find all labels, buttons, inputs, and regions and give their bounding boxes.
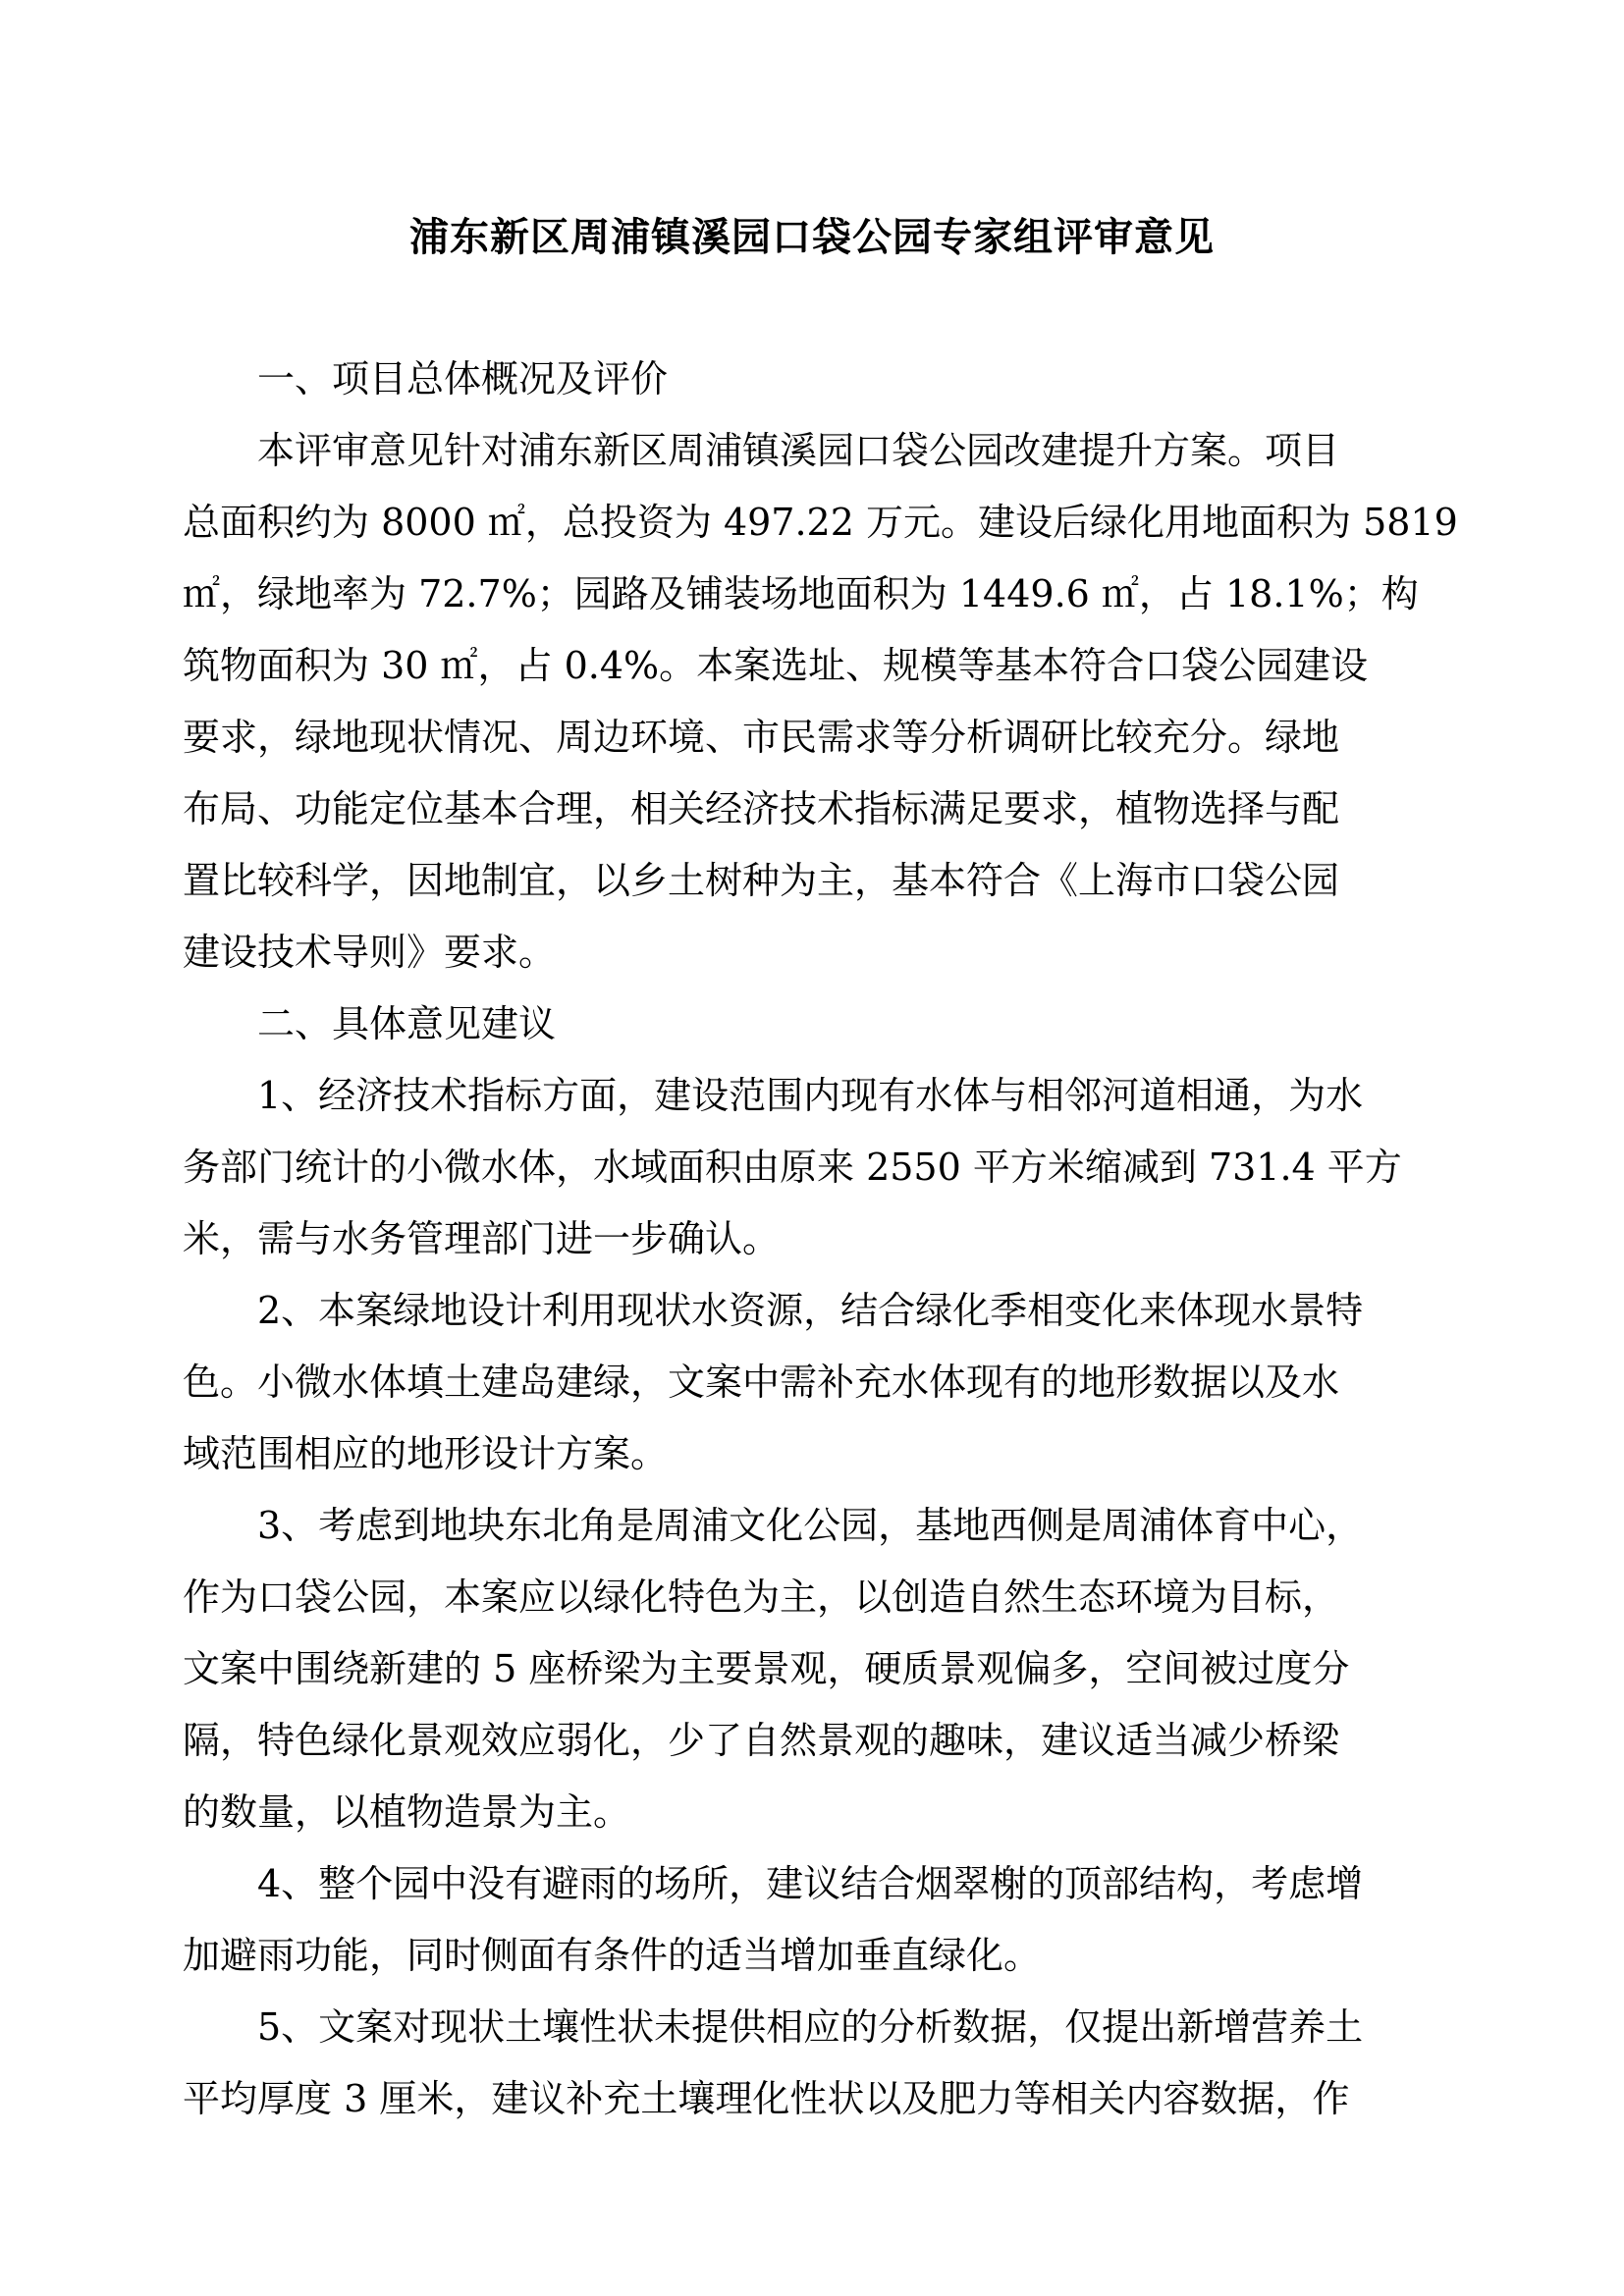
suggestion-item-2 <box>183 1275 1459 1490</box>
document-body <box>183 344 1459 2135</box>
section-heading-overview: 一、项目总体概况及评价 <box>257 357 669 400</box>
text-line: 域范围相应的地形设计方案。 <box>183 1432 669 1475</box>
text-line: 5、文案对现状土壤性状未提供相应的分析数据，仅提出新增营养土 <box>257 2005 1364 2049</box>
text-line: 隔，特色绿化景观效应弱化，少了自然景观的趣味，建议适当减少桥梁 <box>183 1719 1340 1762</box>
text-line: 置比较科学，因地制宜，以乡土树种为主，基本符合《上海市口袋公园 <box>183 859 1340 902</box>
text-line: 本评审意见针对浦东新区周浦镇溪园口袋公园改建提升方案。项目 <box>257 429 1340 472</box>
document-title: 浦东新区周浦镇溪园口袋公园专家组评审意见 <box>409 215 1215 260</box>
text-line: 色。小微水体填土建岛建绿，文案中需补充水体现有的地形数据以及水 <box>183 1361 1340 1404</box>
text-line: 加避雨功能，同时侧面有条件的适当增加垂直绿化。 <box>183 1934 1042 1977</box>
text-line: 4、整个园中没有避雨的场所，建议结合烟翠榭的顶部结构，考虑增 <box>257 1862 1364 1905</box>
text-line: 建设技术导则》要求。 <box>183 931 557 974</box>
suggestion-item-4 <box>183 1848 1459 1992</box>
text-line: 2、本案绿地设计利用现状水资源，结合绿化季相变化来体现水景特 <box>257 1289 1364 1332</box>
text-line: ㎡，绿地率为 72.7%；园路及铺装场地面积为 1449.6 ㎡，占 18.1%；构 <box>183 572 1419 615</box>
text-line: 筑物面积为 30 ㎡，占 0.4%。本案选址、规模等基本符合口袋公园建设 <box>183 644 1369 687</box>
text-line: 米，需与水务管理部门进一步确认。 <box>183 1217 781 1260</box>
text-line: 总面积约为 8000 ㎡，总投资为 497.22 万元。建设后绿化用地面积为 5819 <box>183 501 1458 544</box>
section-heading-suggestions: 二、具体意见建议 <box>257 1002 557 1045</box>
text-line: 3、考虑到地块东北角是周浦文化公园，基地西侧是周浦体育中心， <box>257 1504 1364 1547</box>
text-line: 文案中围绕新建的 5 座桥梁为主要景观，硬质景观偏多，空间被过度分 <box>183 1647 1350 1690</box>
text-line: 布局、功能定位基本合理，相关经济技术指标满足要求，植物选择与配 <box>183 787 1340 830</box>
text-line: 1、经济技术指标方面，建设范围内现有水体与相邻河道相通，为水 <box>257 1074 1364 1117</box>
text-line: 要求，绿地现状情况、周边环境、市民需求等分析调研比较充分。绿地 <box>183 716 1340 759</box>
text-line: 作为口袋公园，本案应以绿化特色为主，以创造自然生态环境为目标， <box>183 1575 1340 1619</box>
suggestion-item-1 <box>183 1060 1459 1275</box>
suggestion-item-3 <box>183 1490 1459 1848</box>
text-line: 的数量，以植物造景为主。 <box>183 1790 631 1834</box>
suggestion-item-5 <box>183 1992 1459 2135</box>
text-line: 务部门统计的小微水体，水域面积由原来 2550 平方米缩减到 731.4 平方 <box>183 1146 1402 1189</box>
text-line: 平均厚度 3 厘米，建议补充土壤理化性状以及肥力等相关内容数据，作 <box>183 2077 1350 2120</box>
paragraph-overview <box>183 415 1459 988</box>
